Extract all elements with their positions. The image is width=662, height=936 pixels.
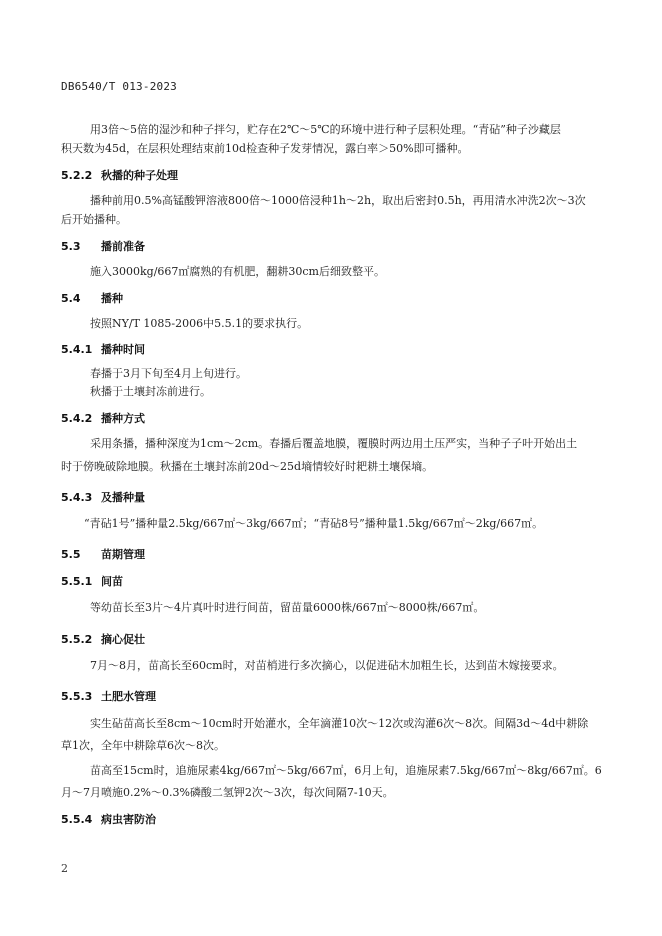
paragraph-line: 实生砧苗高长至8cm～10cm时开始灌水，全年滴灌10次～12次或沟灌6次～8次。间隔3d～4d中耕除 [90, 717, 589, 730]
paragraph-line: “青砧1号”播种量2.5kg/667㎡～3kg/667㎡；“青砧8号”播种量1.5kg/667㎡～2kg/667㎡。 [84, 517, 544, 530]
section-title: 病虫害防治 [101, 813, 156, 826]
paragraph-line: 施入3000kg/667㎡腐熟的有机肥，翻耕30cm后细致整平。 [90, 265, 385, 278]
section-heading-5-3 [61, 238, 145, 254]
section-heading-5-5-2 [61, 631, 145, 647]
section-title: 播种 [101, 292, 123, 305]
section-heading-5-4-2 [61, 410, 145, 426]
section-heading-5-2-2 [61, 167, 178, 183]
section-number: 5.4.3 [61, 491, 93, 504]
paragraph-line: 秋播于土壤封冻前进行。 [90, 385, 211, 398]
section-number: 5.3 [61, 240, 81, 253]
section-number: 5.5 [61, 548, 81, 561]
section-number: 5.2.2 [61, 169, 93, 182]
section-heading-5-5 [61, 546, 145, 562]
paragraph-line: 时于傍晚破除地膜。秋播在土壤封冻前20d～25d墒情较好时耙耕土壤保墒。 [61, 460, 434, 473]
section-title: 苗期管理 [101, 548, 145, 561]
section-heading-5-4-1 [61, 341, 145, 357]
paragraph-line: 后开始播种。 [61, 213, 127, 226]
section-title: 播种时间 [101, 343, 145, 356]
paragraph-line: 采用条播，播种深度为1cm～2cm。春播后覆盖地膜，覆膜时两边用土压严实，当种子子叶开始出土 [90, 437, 578, 450]
page-number: 2 [61, 862, 68, 875]
section-number: 5.5.4 [61, 813, 93, 826]
section-number: 5.4.2 [61, 412, 93, 425]
section-heading-5-5-1 [61, 573, 123, 589]
document-code: DB6540/T 013-2023 [61, 80, 177, 93]
paragraph-line: 春播于3月下旬至4月上旬进行。 [90, 367, 247, 380]
paragraph-line: 用3倍～5倍的湿沙和种子拌匀，贮存在2℃～5℃的环境中进行种子层积处理。“青砧”种子沙藏层 [90, 123, 561, 136]
section-number: 5.5.1 [61, 575, 93, 588]
section-heading-5-5-3 [61, 688, 156, 704]
section-title: 间苗 [101, 575, 123, 588]
paragraph-line: 草1次，全年中耕除草6次～8次。 [61, 739, 225, 752]
paragraph-line: 按照NY/T 1085-2006中5.5.1的要求执行。 [90, 317, 309, 330]
paragraph-line: 播种前用0.5%高锰酸钾溶液800倍～1000倍浸种1h～2h，取出后密封0.5h，再用清水冲洗2次～3次 [90, 194, 586, 207]
section-title: 播种方式 [101, 412, 145, 425]
section-number: 5.5.2 [61, 633, 93, 646]
section-number: 5.5.3 [61, 690, 93, 703]
section-heading-5-4-3 [61, 489, 145, 505]
section-title: 摘心促壮 [101, 633, 145, 646]
section-heading-5-4 [61, 290, 123, 306]
paragraph-line: 等幼苗长至3片～4片真叶时进行间苗，留苗量6000株/667㎡～8000株/667㎡。 [90, 601, 485, 614]
section-title: 播前准备 [101, 240, 145, 253]
paragraph-line: 7月～8月，苗高长至60cm时，对苗梢进行多次摘心，以促进砧木加粗生长，达到苗木嫁接要求。 [90, 659, 564, 672]
section-number: 5.4 [61, 292, 81, 305]
paragraph-line: 积天数为45d，在层积处理结束前10d检查种子发芽情况，露白率＞50%即可播种。 [61, 142, 469, 155]
section-title: 秋播的种子处理 [101, 169, 178, 182]
paragraph-line: 苗高至15cm时，追施尿素4kg/667㎡～5kg/667㎡，6月上旬，追施尿素7.5kg/667㎡～8kg/667㎡。6 [90, 764, 602, 777]
section-heading-5-5-4 [61, 811, 156, 827]
section-number: 5.4.1 [61, 343, 93, 356]
section-title: 土肥水管理 [101, 690, 156, 703]
paragraph-line: 月～7月喷施0.2%～0.3%磷酸二氢钾2次～3次，每次间隔7-10天。 [61, 786, 394, 799]
section-title: 及播种量 [101, 491, 145, 504]
